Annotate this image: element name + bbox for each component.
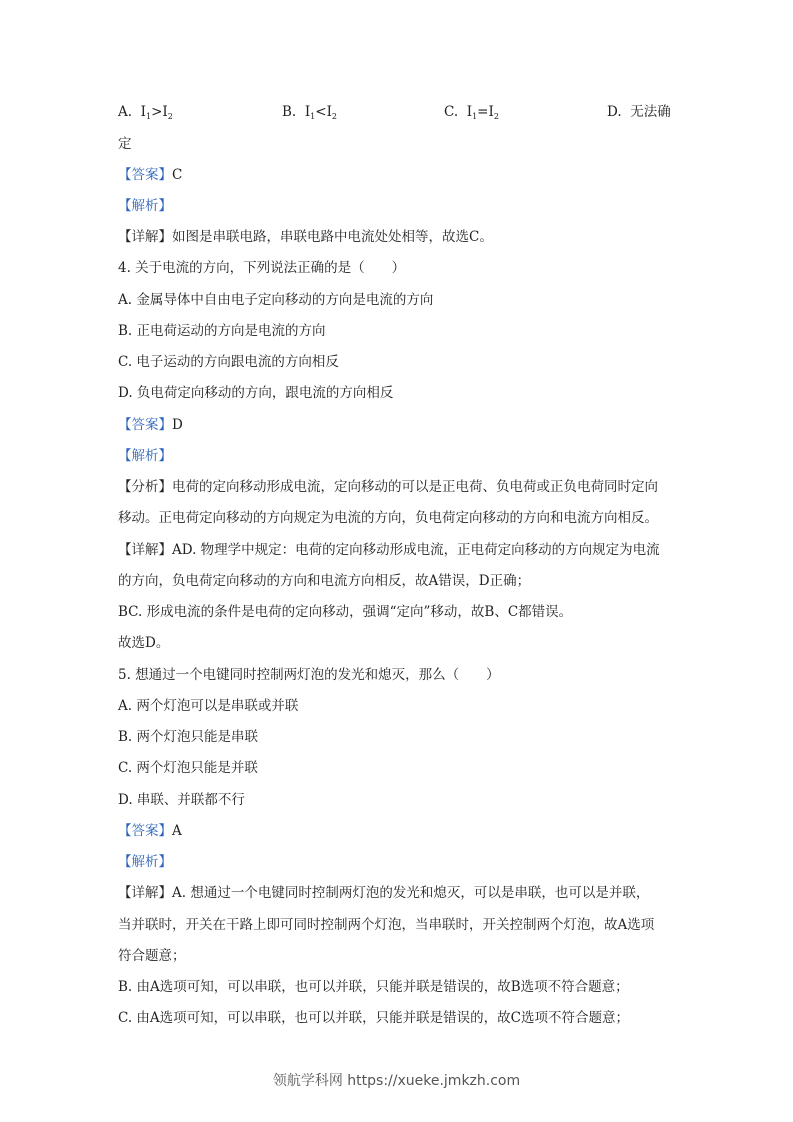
q4-option-b: B. 正电荷运动的方向是电流的方向 <box>118 323 326 339</box>
q4-answer: 【答案】D <box>118 417 183 433</box>
q5-stem: 5. 想通过一个电键同时控制两灯泡的发光和熄灭，那么（ ） <box>118 667 500 683</box>
q4-detail-line-4: 故选D。 <box>118 635 170 651</box>
q5-detail-line-3: 符合题意； <box>118 948 186 964</box>
q3-option-a: A. $I_1>I_2$ <box>118 104 173 121</box>
q4-option-c: C. 电子运动的方向跟电流的方向相反 <box>118 354 339 370</box>
q5-detail-line-5: C. 由A选项可知，可以串联，也可以并联，只能并联是错误的，故C选项不符合题意； <box>118 1010 630 1026</box>
q5-option-c: C. 两个灯泡只能是并联 <box>118 760 258 776</box>
q3-analysis-heading: 【解析】 <box>118 198 172 214</box>
q5-detail-line-4: B. 由A选项可知，可以串联，也可以并联，只能并联是错误的，故B选项不符合题意； <box>118 979 629 995</box>
q4-option-d: D. 负电荷定向移动的方向，跟电流的方向相反 <box>118 385 394 401</box>
q3-option-c: C. $I_1=I_2$ <box>444 104 499 121</box>
q5-option-a: A. 两个灯泡可以是串联或并联 <box>118 698 299 714</box>
q4-detail-line-2: 的方向，负电荷定向移动的方向和电流方向相反，故A错误，D正确； <box>118 573 531 589</box>
q3-option-b: B. $I_1<I_2$ <box>282 104 337 121</box>
footer-watermark: 领航学科网 https://xueke.jmkzh.com <box>272 1073 521 1089</box>
q5-answer: 【答案】A <box>118 823 182 839</box>
q5-option-d: D. 串联、并联都不行 <box>118 792 245 808</box>
q4-option-a: A. 金属导体中自由电子定向移动的方向是电流的方向 <box>118 292 434 308</box>
q5-detail-line-2: 当并联时，开关在干路上即可同时控制两个灯泡，当串联时，开关控制两个灯泡，故A选项 <box>118 917 655 933</box>
q3-answer: 【答案】C <box>118 167 183 183</box>
q3-option-d-continued: 定 <box>118 136 132 152</box>
q5-option-b: B. 两个灯泡只能是串联 <box>118 729 259 745</box>
q4-analysis-heading: 【解析】 <box>118 448 172 464</box>
q4-detail-line-3: BC. 形成电流的条件是电荷的定向移动，强调“定向”移动，故B、C都错误。 <box>118 604 573 620</box>
answer-tag: 【答案】 <box>118 167 172 183</box>
q3-option-d: D. 无法确 <box>607 104 671 120</box>
q4-detail-line-1: 【详解】AD. 物理学中规定：电荷的定向移动形成电流，正电荷定向移动的方向规定为电流 <box>118 542 660 558</box>
q3-detail: 【详解】如图是串联电路，串联电路中电流处处相等，故选C。 <box>118 229 493 245</box>
q4-analysis-line-2: 移动。正电荷定向移动的方向规定为电流的方向，负电荷定向移动的方向和电流方向相反。 <box>118 510 658 526</box>
q5-analysis-heading: 【解析】 <box>118 854 172 870</box>
q4-analysis-line-1: 【分析】电荷的定向移动形成电流，定向移动的可以是正电荷、负电荷或正负电荷同时定向 <box>118 479 658 495</box>
q5-detail-line-1: 【详解】A. 想通过一个电键同时控制两灯泡的发光和熄灭，可以是串联，也可以是并联， <box>118 885 650 901</box>
q4-stem: 4. 关于电流的方向，下列说法正确的是（ ） <box>118 260 406 276</box>
